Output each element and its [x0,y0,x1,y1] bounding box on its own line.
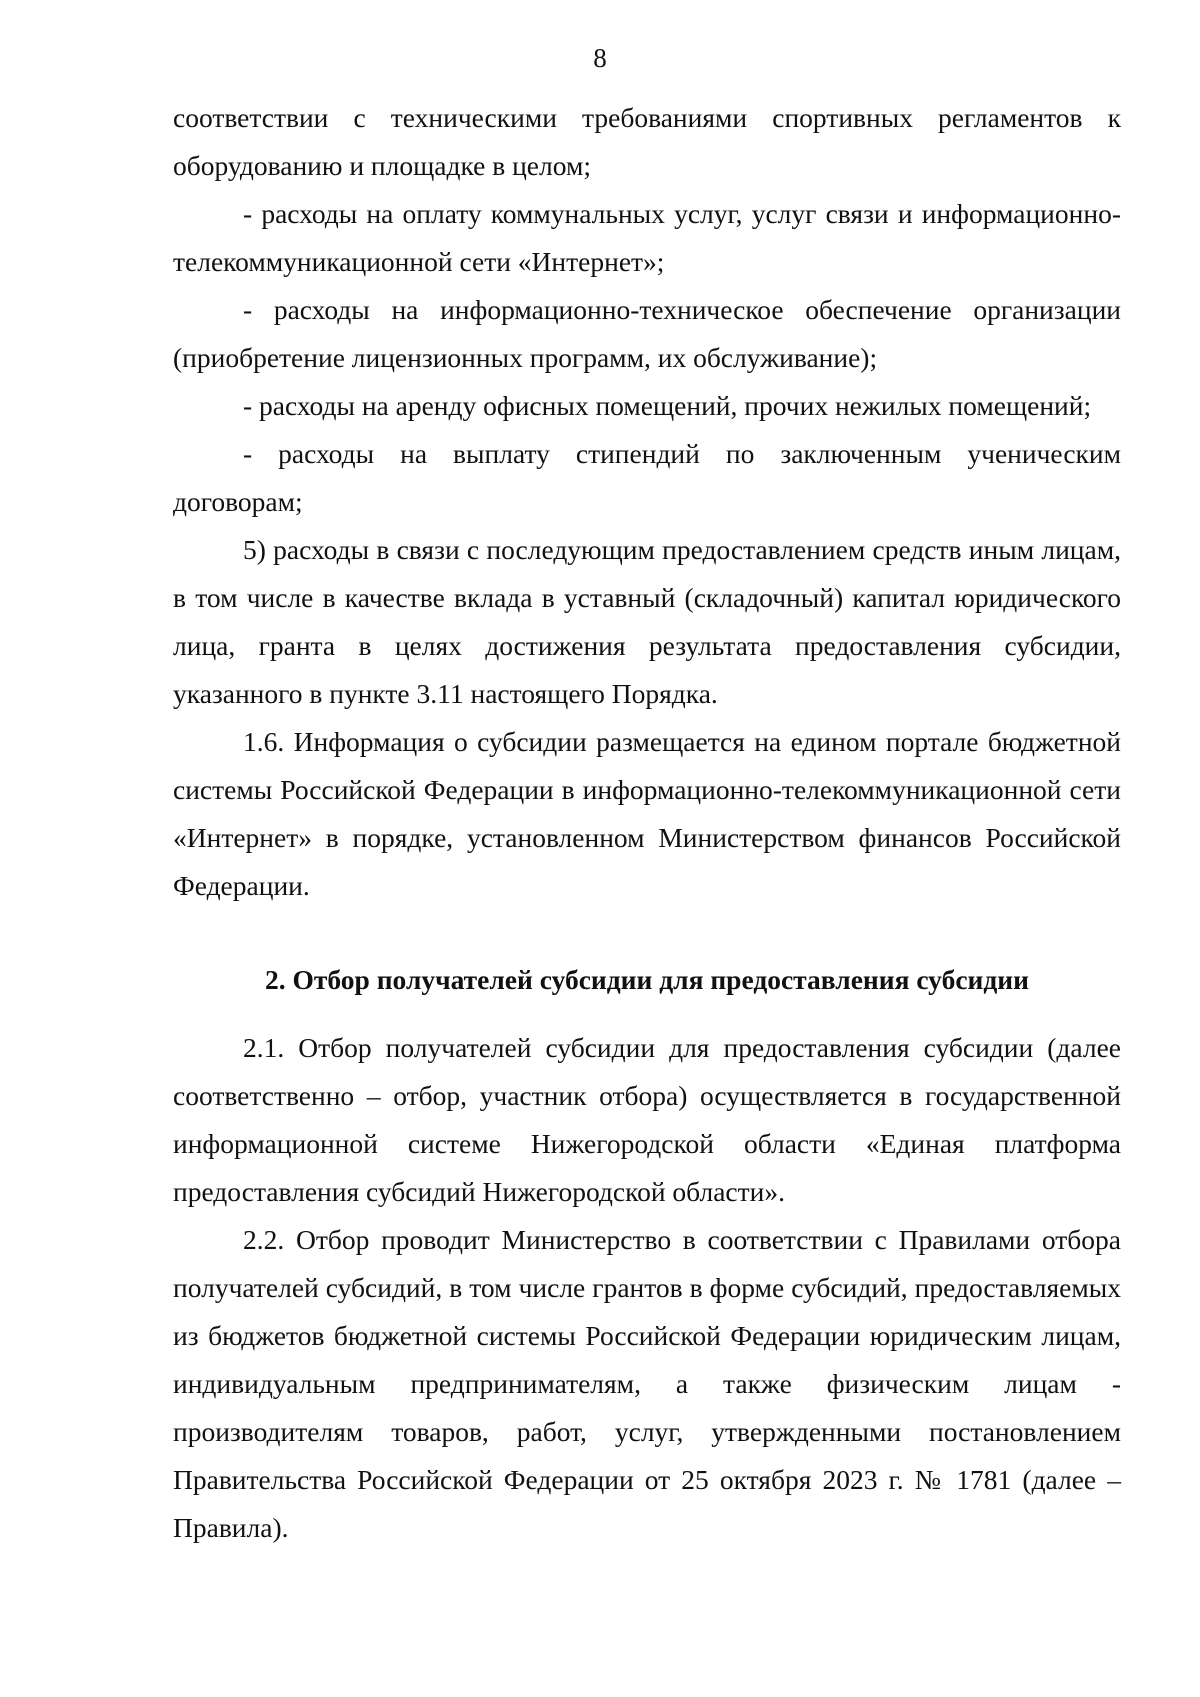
paragraph-expense-utilities: - расходы на оплату коммунальных услуг, услуг связи и информационно-телекоммуникационной сети «Интернет»; [173,198,1121,277]
paragraph-1-6: 1.6. Информация о субсидии размещается на едином портале бюджетной системы Российской Федерации в информационно-телекоммуникационной сети «Интернет» в порядке, установленном Министерством финансов Российской Федерации. [173,726,1121,901]
paragraph-2-2: 2.2. Отбор проводит Министерство в соответствии с Правилами отбора получателей субсидий, в том числе грантов в форме субсидий, предоставляемых из бюджетов бюджетной системы Российской Федерации юридическим лицам, индивидуальным предпринимателям, а также физическим лицам - производителям товаров, работ, услуг, утвержденными постановлением Правительства Российской Федерации от 25 октября 2023 г. № 1781 (далее – Правила). [173,1224,1121,1543]
paragraph-expense-it-support: - расходы на информационно-техническое обеспечение организации (приобретение лицензионных программ, их обслуживание); [173,294,1121,373]
paragraph-continuation: соответствии с техническими требованиями спортивных регламентов к оборудованию и площадке в целом; [173,102,1121,181]
page-number: 8 [593,43,607,73]
paragraph-expense-stipends: - расходы на выплату стипендий по заключенным ученическим договорам; [173,438,1121,517]
section-heading: 2. Отбор получателей субсидии для предоставления субсидии [265,964,1029,995]
document-body [173,94,1121,1552]
paragraph-expense-office-rent: - расходы на аренду офисных помещений, прочих нежилых помещений; [243,390,1092,421]
paragraph-2-1: 2.1. Отбор получателей субсидии для предоставления субсидии (далее соответственно – отбор, участник отбора) осуществляется в государственной информационной системе Нижегородской области «Единая платформа предоставления субсидий Нижегородской области». [173,1032,1121,1207]
paragraph-item-5: 5) расходы в связи с последующим предоставлением средств иным лицам, в том числе в качестве вклада в уставный (складочный) капитал юридического лица, гранта в целях достижения результата предоставления субсидии, указанного в пункте 3.11 настоящего Порядка. [173,534,1121,709]
